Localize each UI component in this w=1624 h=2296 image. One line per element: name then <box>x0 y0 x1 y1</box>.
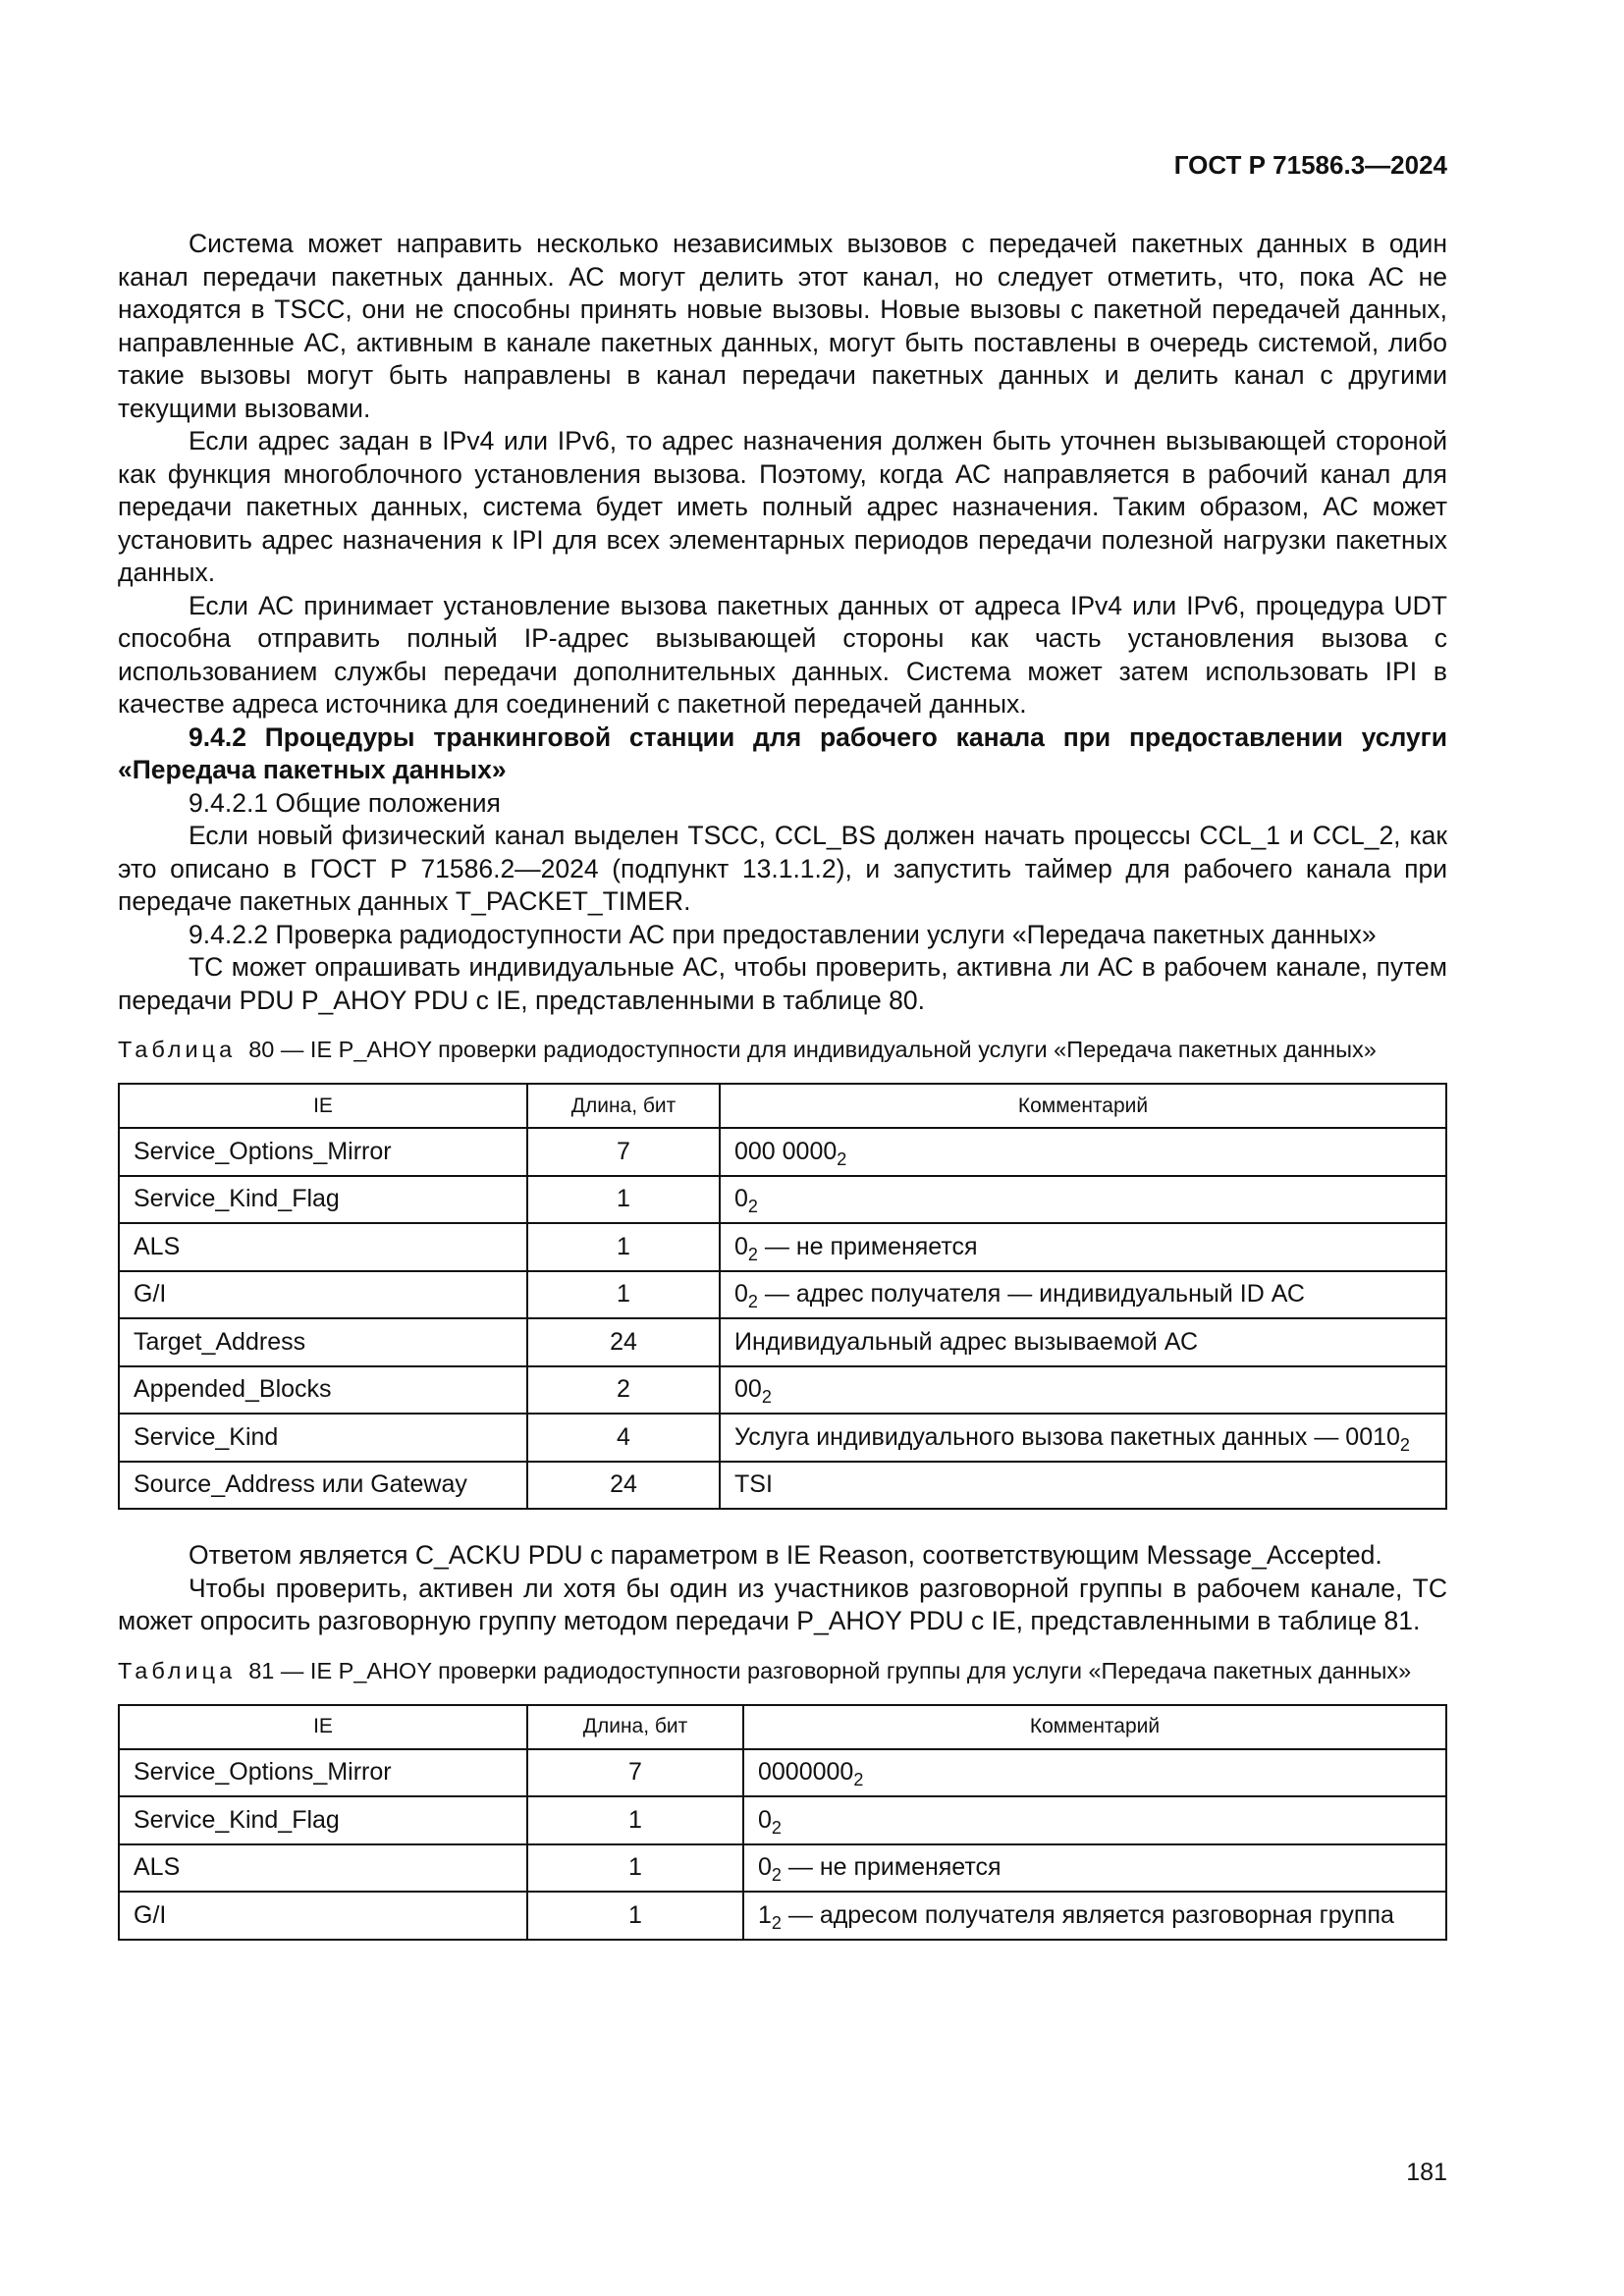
paragraph: Если новый физический канал выделен TSCC, CCL_BS должен начать процессы CCL_1 и CCL_2, как это описано в ГОСТ Р 71586.2—2024 (подпункт 13.1.1.2), и запустить таймер для рабочего канала при передаче пакетных данных T_PACKET_TIMER. <box>118 821 1447 916</box>
table-row <box>119 1128 1446 1176</box>
paragraph: Система может направить несколько независимых вызовов с передачей пакетных данных в один канал передачи пакетных данных. АС могут делить этот канал, но следует отметить, что, пока АС не находятся в TSCC, они не способны принять новые вызовы. Новые вызовы с пакетной передачей данных, направленные АС, активным в канале пакетных данных, могут быть поставлены в очередь системой, либо такие вызовы могут быть направлены в канал передачи пакетных данных и делить канал с другими текущими вызовами. <box>118 229 1447 423</box>
header-comment: Комментарий <box>720 1084 1446 1128</box>
cell-length: 7 <box>527 1128 720 1176</box>
paragraph: Если АС принимает установление вызова пакетных данных от адреса IPv4 или IPv6, процедура UDT способна отправить полный IP-адрес вызывающей стороны как часть установления вызова с использованием службы передачи дополнительных данных. Система может затем использовать IPI в качестве адреса источника для соединений с пакетной передачей данных. <box>118 590 1447 719</box>
cell-length: 1 <box>527 1176 720 1224</box>
table-row <box>119 1892 1446 1940</box>
subsection-heading: 9.4.2.2 Проверка радиодоступности АС при предоставлении услуги «Передача пакетных данных» <box>189 919 1377 949</box>
table-row <box>119 1796 1446 1844</box>
subsection-heading: 9.4.2.1 Общие положения <box>189 787 501 818</box>
cell-comment <box>743 1844 1446 1893</box>
caption-word: Таблица <box>118 1657 237 1683</box>
cell-ie: Service_Kind_Flag <box>119 1796 527 1844</box>
comment-rest: — не применяется <box>757 1232 978 1260</box>
table-row <box>119 1271 1446 1319</box>
table-row <box>119 1223 1446 1271</box>
cell-comment <box>720 1271 1446 1319</box>
table-row <box>119 1366 1446 1415</box>
cell-ie: Service_Kind_Flag <box>119 1176 527 1224</box>
cell-ie: Source_Address или Gateway <box>119 1462 527 1510</box>
cell-length: 1 <box>527 1271 720 1319</box>
cell-length: 24 <box>527 1462 720 1510</box>
comment-text: 0000000 <box>758 1758 854 1786</box>
table-row <box>119 1414 1446 1462</box>
table-row <box>119 1844 1446 1893</box>
header-comment: Комментарий <box>743 1705 1446 1749</box>
subscript: 2 <box>771 1817 782 1838</box>
cell-comment <box>720 1128 1446 1176</box>
comment-rest: — адресом получателя является разговорная группа <box>781 1900 1394 1929</box>
cell-length: 7 <box>527 1749 743 1797</box>
paragraph: Чтобы проверить, активен ли хотя бы один из участников разговорной группы в рабочем канале, ТС может опросить разговорную группу методом передачи P_AHOY PDU с IE, представленными в таблице 81. <box>118 1573 1447 1635</box>
cell-length: 1 <box>527 1223 720 1271</box>
cell-length: 1 <box>527 1892 743 1940</box>
comment-text: 0 <box>758 1805 772 1834</box>
paragraph: ТС может опрашивать индивидуальные АС, чтобы проверить, активна ли АС в рабочем канале, путем передачи PDU P_AHOY PDU с IE, представленными в таблице 80. <box>118 952 1447 1015</box>
cell-comment <box>720 1223 1446 1271</box>
cell-comment <box>720 1366 1446 1415</box>
cell-comment <box>743 1796 1446 1844</box>
table-row <box>119 1318 1446 1366</box>
paragraph: Если адрес задан в IPv4 или IPv6, то адрес назначения должен быть уточнен вызывающей стороной как функция многоблочного установления вызова. Поэтому, когда АС направляется в рабочий канал для передачи пакетных данных, система будет иметь полный адрес назначения. Таким образом, АС может установить адрес назначения к IPI для всех элементарных периодов передачи полезной нагрузки пакетных данных. <box>118 426 1447 587</box>
subscript: 2 <box>747 1244 758 1264</box>
cell-length: 1 <box>527 1796 743 1844</box>
cell-comment <box>743 1749 1446 1797</box>
header-length: Длина, бит <box>527 1705 743 1749</box>
comment-text: 1 <box>758 1900 772 1929</box>
comment-text: 0 <box>734 1280 748 1308</box>
comment-rest: — адрес получателя — индивидуальный ID АС <box>757 1280 1305 1308</box>
header-length: Длина, бит <box>527 1084 720 1128</box>
cell-length: 1 <box>527 1844 743 1893</box>
subscript: 2 <box>1399 1434 1410 1455</box>
cell-length: 24 <box>527 1318 720 1366</box>
table-row <box>119 1176 1446 1224</box>
cell-comment <box>720 1462 1446 1510</box>
cell-comment <box>743 1892 1446 1940</box>
subscript: 2 <box>761 1386 772 1407</box>
comment-text: 00 <box>734 1375 762 1403</box>
header-ie: IE <box>119 1084 527 1128</box>
cell-ie: Appended_Blocks <box>119 1366 527 1415</box>
cell-ie: Service_Kind <box>119 1414 527 1462</box>
cell-comment <box>720 1414 1446 1462</box>
subscript: 2 <box>837 1148 847 1169</box>
subscript: 2 <box>771 1912 782 1933</box>
table-header-row <box>119 1705 1446 1749</box>
table-81-caption <box>118 1657 1447 1684</box>
cell-ie: Service_Options_Mirror <box>119 1128 527 1176</box>
subscript: 2 <box>747 1196 758 1216</box>
comment-text: TSI <box>734 1470 773 1498</box>
table-row <box>119 1462 1446 1510</box>
cell-comment <box>720 1176 1446 1224</box>
cell-ie: G/I <box>119 1271 527 1319</box>
comment-text: 000 0000 <box>734 1137 838 1165</box>
document-header: ГОСТ Р 71586.3—2024 <box>1173 150 1447 180</box>
cell-ie: ALS <box>119 1223 527 1271</box>
cell-comment <box>720 1318 1446 1366</box>
subscript: 2 <box>771 1864 782 1885</box>
comment-text: Индивидуальный адрес вызываемой АС <box>734 1327 1198 1356</box>
subscript: 2 <box>747 1291 758 1311</box>
subscript: 2 <box>853 1769 864 1789</box>
table-header-row <box>119 1084 1446 1128</box>
page-number: 181 <box>1406 2159 1447 2186</box>
table-81 <box>118 1704 1447 1941</box>
caption-word: Таблица <box>118 1037 237 1062</box>
section-heading: 9.4.2 Процедуры транкинговой станции для рабочего канала при предоставлении услуги «Передача пакетных данных» <box>118 721 1447 784</box>
cell-ie: Target_Address <box>119 1318 527 1366</box>
table-80-caption <box>118 1036 1447 1063</box>
comment-text: 0 <box>734 1185 748 1212</box>
comment-text: 0 <box>758 1853 772 1881</box>
paragraph: Ответом является C_ACKU PDU с параметром в IE Reason, соответствующим Message_Accepted. <box>189 1540 1382 1570</box>
table-row <box>119 1749 1446 1797</box>
cell-ie: G/I <box>119 1892 527 1940</box>
table-80 <box>118 1083 1447 1510</box>
cell-length: 4 <box>527 1414 720 1462</box>
caption-text: 80 — IE P_AHOY проверки радиодоступности для индивидуальной услуги «Передача пакетных данных» <box>248 1037 1377 1062</box>
cell-ie: ALS <box>119 1844 527 1893</box>
caption-text: 81 — IE P_AHOY проверки радиодоступности разговорной группы для услуги «Передача пакетных данных» <box>248 1657 1412 1683</box>
comment-text: 0 <box>734 1232 748 1260</box>
comment-rest: — не применяется <box>781 1853 1001 1881</box>
cell-length: 2 <box>527 1366 720 1415</box>
page-content <box>118 228 1447 1941</box>
header-ie: IE <box>119 1705 527 1749</box>
cell-ie: Service_Options_Mirror <box>119 1749 527 1797</box>
comment-text: Услуга индивидуального вызова пакетных данных — 0010 <box>734 1422 1400 1451</box>
